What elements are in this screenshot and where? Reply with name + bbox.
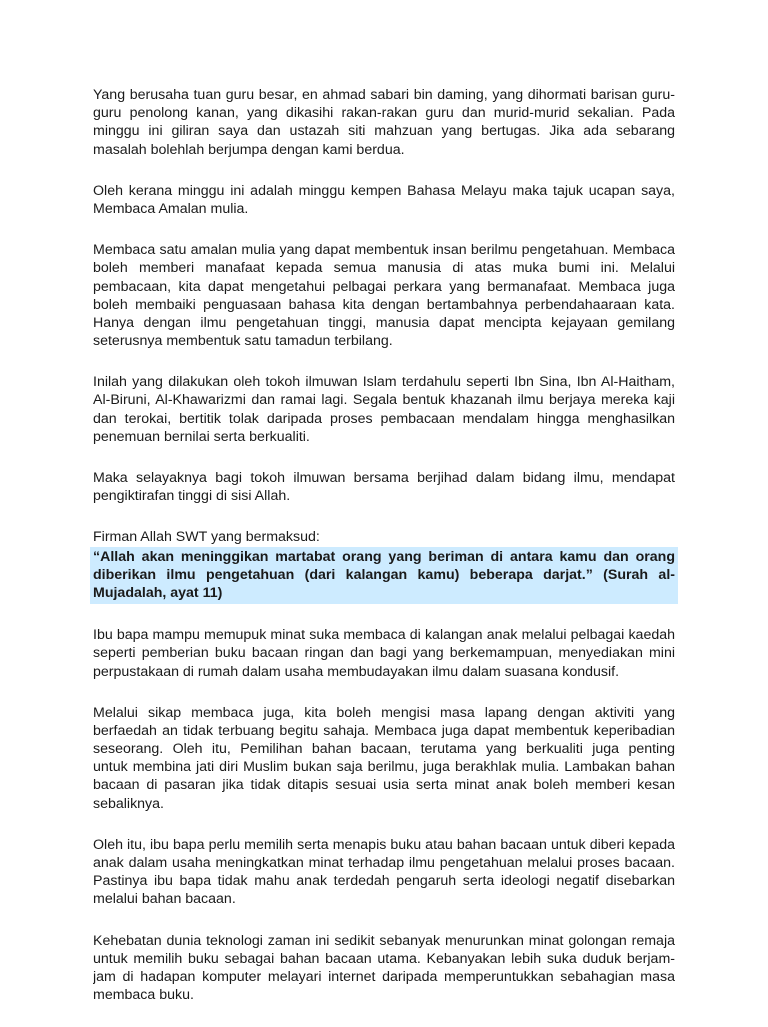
text-line: sebaliknya. — [93, 795, 164, 812]
text-line: perpustakaan di rumah dalam usaha membudayakan ilmu dalam suasana kondusif. — [93, 663, 620, 680]
text-line: seseorang. Oleh itu, Pemilihan bahan bacaan, terutama yang berkualiti juga penting — [93, 741, 675, 758]
text-line: seterusnya membentuk satu tamadun terbilang. — [93, 333, 393, 350]
paragraph — [93, 182, 675, 218]
quote-line: “Allah akan meninggikan martabat orang yang beriman di antara kamu dan orang — [93, 548, 675, 565]
text-line: boleh membaiki penguasaan bahasa kita dengan bertambahnya perbendahaaraan kata. — [93, 296, 675, 313]
quote-line: diberikan ilmu pengetahuan (dari kalangan kamu) beberapa darjat.” (Surah al- — [93, 566, 675, 583]
text-line: jam di hadapan komputer melayari internet daripada memperuntukkan sebahagian masa — [93, 968, 675, 985]
text-line: penemuan bernilai serta berkualiti. — [93, 428, 310, 445]
text-line: untuk memilih buku sebagai bahan bacaan utama. Kebanyakan lebih suka duduk berjam- — [93, 950, 675, 967]
text-line: pembacaan, kita dapat mengetahui pelbagai perkara yang bermanafaat. Membaca juga — [93, 278, 675, 295]
text-line: membaca buku. — [93, 987, 194, 1004]
text-line: seperti pemberian buku bacaan ringan dan bagi yang berkemampuan, menyediakan mini — [93, 645, 675, 662]
text-line: untuk membina jati diri Muslim bukan saja berilmu, juga berakhlak mulia. Lambakan bahan — [93, 759, 675, 776]
text-line: Melalui sikap membaca juga, kita boleh mengisi masa lapang dengan aktiviti yang — [93, 704, 675, 721]
quote-intro — [93, 528, 675, 546]
paragraph — [93, 469, 675, 505]
text-line: Membaca Amalan mulia. — [93, 200, 249, 217]
text-line: Kehebatan dunia teknologi zaman ini sedikit sebanyak menurunkan minat golongan remaja — [93, 932, 675, 949]
text-line: Hanya dengan ilmu pengetahuan tinggi, manusia dapat mencipta kejayaan gemilang — [93, 314, 675, 331]
text-line: berfaedah an tidak terbuang begitu sahaja. Membaca juga dapat membentuk keperibadian — [93, 722, 675, 739]
text-line: Ibu bapa mampu memupuk minat suka membaca di kalangan anak melalui pelbagai kaedah — [93, 627, 675, 644]
paragraph — [93, 241, 675, 350]
text-line: bacaan di pasaran jika tidak ditapis sesuai usia serta minat anak boleh memberi kesan — [93, 777, 675, 794]
text-line: Al-Biruni, Al-Khawarizmi dan ramai lagi. Segala bentuk khazanah ilmu berjaya mereka kaji — [93, 392, 675, 409]
paragraph — [93, 836, 675, 909]
text-line: minggu ini giliran saya dan ustazah siti mahzuan yang bertugas. Jika ada sebarang — [93, 123, 675, 140]
text-line: Yang berusaha tuan guru besar, en ahmad sabari bin daming, yang dihormati barisan guru- — [93, 87, 675, 103]
text-line: anak dalam usaha meningkatkan minat terhadap ilmu pengetahuan melalui proses bacaan. — [93, 855, 675, 871]
paragraph — [93, 626, 675, 681]
text-line: pengiktirafan tinggi di sisi Allah. — [93, 488, 291, 505]
document-body — [93, 86, 675, 1027]
text-line: guru penolong kanan, yang dikasihi rakan-rakan guru dan murid-murid sekalian. Pada — [93, 105, 675, 122]
paragraph — [93, 932, 675, 1005]
text-line: Membaca satu amalan mulia yang dapat membentuk insan berilmu pengetahuan. Membaca — [93, 242, 675, 259]
text-line: Oleh kerana minggu ini adalah minggu kempen Bahasa Melayu maka tajuk ucapan saya, — [93, 182, 675, 199]
text-line: Pastinya ibu bapa tidak mahu anak terdedah pengaruh serta ideologi negatif disebarkan — [93, 873, 675, 890]
text-line: boleh memberi manafaat kepada semua manusia di atas muka bumi ini. Melalui — [93, 260, 675, 277]
text-line: Inilah yang dilakukan oleh tokoh ilmuwan Islam terdahulu seperti Ibn Sina, Ibn Al-Haitham, — [93, 374, 675, 391]
quote-intro-text: Firman Allah SWT yang bermaksud: — [93, 529, 320, 546]
text-line: masalah bolehlah berjumpa dengan kami berdua. — [93, 141, 405, 158]
quote-line: Mujadalah, ayat 11) — [93, 584, 223, 601]
paragraph — [93, 704, 675, 813]
text-line: Maka selayaknya bagi tokoh ilmuwan bersama berjihad dalam bidang ilmu, mendapat — [93, 470, 675, 486]
text-line: melalui bahan bacaan. — [93, 891, 236, 908]
text-line: Oleh itu, ibu bapa perlu memilih serta menapis buku atau bahan bacaan untuk diberi kepada — [93, 836, 675, 853]
highlighted-quote — [90, 547, 678, 605]
paragraph — [93, 373, 675, 446]
paragraph — [93, 86, 675, 159]
text-line: dan terokai, bertitik tolak daripada proses pembacaan mendalam hingga menghasilkan — [93, 410, 675, 427]
